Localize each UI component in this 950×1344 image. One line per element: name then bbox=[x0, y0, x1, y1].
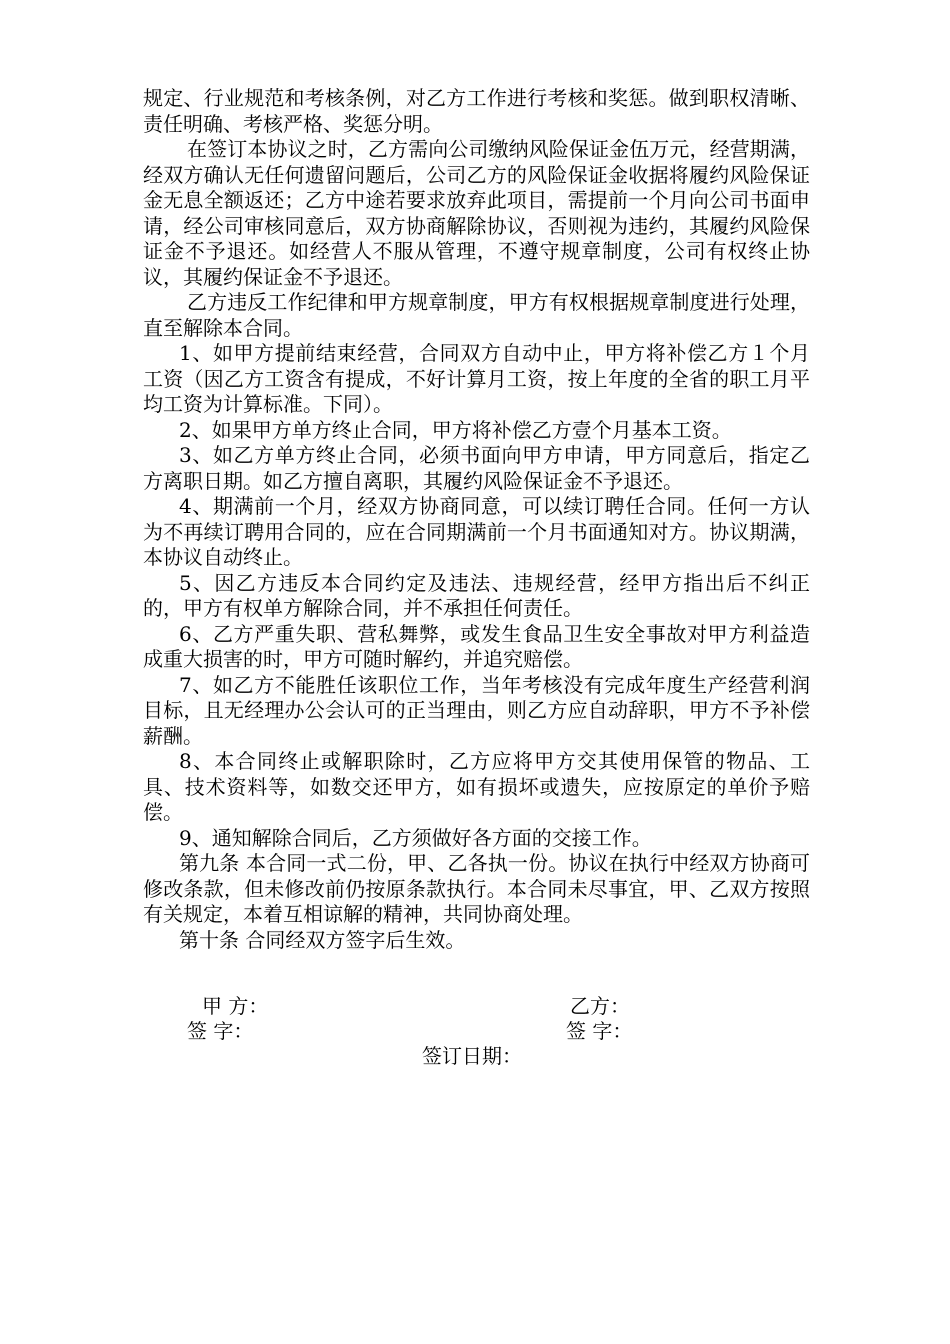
paragraph-violation: 乙方违反工作纪律和甲方规章制度，甲方有权根据规章制度进行处理，直至解除本合同。 bbox=[143, 290, 810, 340]
list-item-6: 6、乙方严重失职、营私舞弊，或发生食品卫生安全事故对甲方利益造成重大损害的时，甲方可随时解约，并追究赔偿。 bbox=[143, 621, 810, 671]
party-a-label: 甲 方： bbox=[202, 994, 269, 1018]
paragraph-responsibility-clause: 规定、行业规范和考核条例，对乙方工作进行考核和奖惩。做到职权清晰、责任明确、考核严格、奖惩分明。 bbox=[143, 86, 810, 136]
party-b-signature-label: 签 字： bbox=[566, 1019, 633, 1043]
article-nine: 第九条 本合同一式二份，甲、乙各执一份。协议在执行中经双方协商可修改条款，但未修改前仍按原条款执行。本合同未尽事宜，甲、乙双方按照有关规定，本着互相谅解的精神，共同协商处理。 bbox=[143, 851, 810, 926]
list-item-9: 9、通知解除合同后，乙方须做好各方面的交接工作。 bbox=[179, 825, 652, 850]
list-item-1: 1、如甲方提前结束经营，合同双方自动中止，甲方将补偿乙方１个月工资（因乙方工资含有提成，不好计算月工资，按上年度的全省的职工月平均工资为计算标准。下同）。 bbox=[143, 341, 810, 416]
paragraph-risk-deposit: 在签订本协议之时，乙方需向公司缴纳风险保证金伍万元，经营期满，经双方确认无任何遗留问题后，公司乙方的风险保证金收据将履约风险保证金无息全额返还；乙方中途若要求放弃此项目，需提前一个月向公司书面申请，经公司审核同意后，双方协商解除协议，否则视为违约，其履约风险保证金不予退还。如经营人不服从管理，不遵守规章制度，公司有权终止协议，其履约保证金不予退还。 bbox=[143, 137, 810, 289]
contract-body bbox=[143, 86, 810, 953]
list-item-5: 5、因乙方违反本合同约定及违法、违规经营，经甲方指出后不纠正的，甲方有权单方解除合同，并不承担任何责任。 bbox=[143, 570, 810, 620]
party-b-label: 乙方： bbox=[570, 994, 630, 1018]
article-ten: 第十条 合同经双方签字后生效。 bbox=[179, 927, 466, 952]
signing-date-label: 签订日期： bbox=[422, 1044, 522, 1068]
list-item-2: 2、如果甲方单方终止合同，甲方将补偿乙方壹个月基本工资。 bbox=[179, 417, 732, 442]
list-item-4: 4、期满前一个月，经双方协商同意，可以续订聘任合同。任何一方认为不再续订聘用合同的，应在合同期满前一个月书面通知对方。协议期满，本协议自动终止。 bbox=[143, 494, 810, 569]
list-item-8: 8、本合同终止或解职除时，乙方应将甲方交其使用保管的物品、工具、技术资料等，如数交还甲方，如有损坏或遗失，应按原定的单价予赔偿。 bbox=[143, 749, 810, 824]
party-a-signature-label: 签 字： bbox=[187, 1019, 254, 1043]
list-item-3: 3、如乙方单方终止合同，必须书面向甲方申请，甲方同意后，指定乙方离职日期。如乙方擅自离职，其履约风险保证金不予退还。 bbox=[143, 443, 810, 493]
list-item-7: 7、如乙方不能胜任该职位工作，当年考核没有完成年度生产经营利润目标，且无经理办公会认可的正当理由，则乙方应自动辞职，甲方不予补偿薪酬。 bbox=[143, 672, 810, 748]
